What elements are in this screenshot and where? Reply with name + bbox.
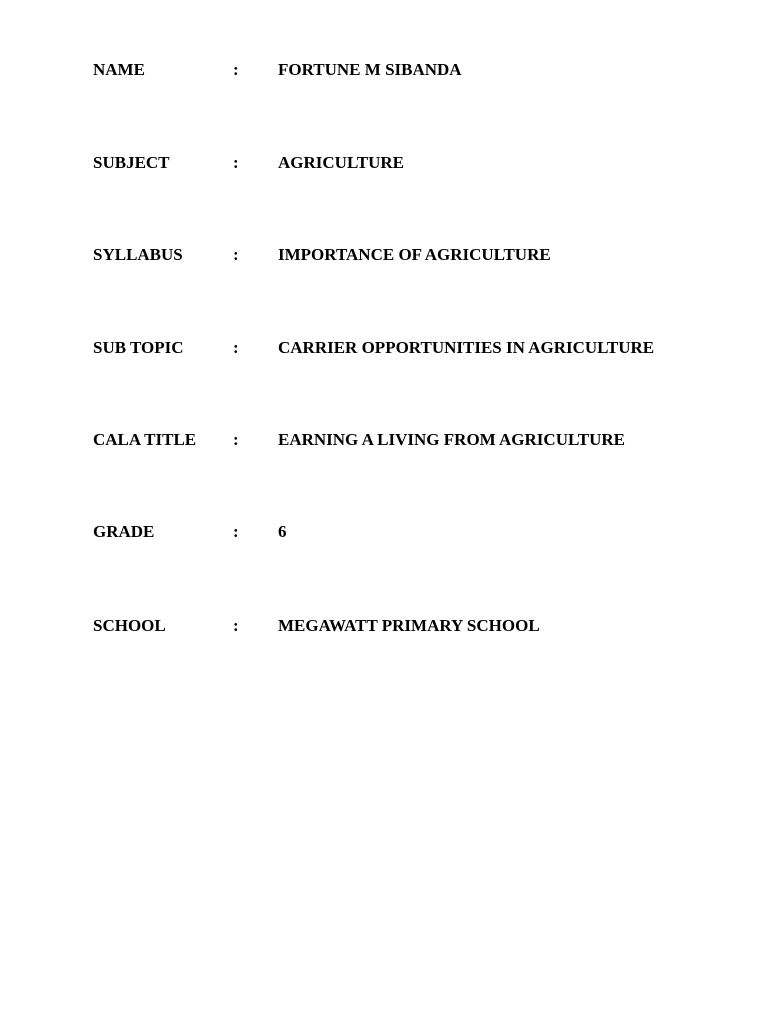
- field-value: FORTUNE M SIBANDA: [278, 60, 462, 79]
- field-row-grade: [93, 520, 713, 544]
- field-label: GRADE: [93, 522, 155, 541]
- field-value: 6: [278, 522, 287, 541]
- field-separator: :: [233, 522, 239, 541]
- field-separator: :: [233, 338, 239, 357]
- field-value: IMPORTANCE OF AGRICULTURE: [278, 245, 551, 264]
- field-value: MEGAWATT PRIMARY SCHOOL: [278, 616, 540, 635]
- field-row-cala-title: [93, 428, 713, 452]
- field-separator: :: [233, 245, 239, 264]
- field-row-school: [93, 614, 713, 638]
- field-separator: :: [233, 60, 239, 79]
- field-separator: :: [233, 153, 239, 172]
- field-row-sub-topic: [93, 336, 713, 360]
- field-value: EARNING A LIVING FROM AGRICULTURE: [278, 430, 625, 449]
- field-row-syllabus: [93, 243, 713, 267]
- field-value: AGRICULTURE: [278, 153, 404, 172]
- field-separator: :: [233, 430, 239, 449]
- field-label: SYLLABUS: [93, 245, 183, 264]
- field-value: CARRIER OPPORTUNITIES IN AGRICULTURE: [278, 338, 655, 357]
- field-label: SUBJECT: [93, 153, 170, 172]
- field-label: NAME: [93, 60, 145, 79]
- field-label: SCHOOL: [93, 616, 166, 635]
- field-label: CALA TITLE: [93, 430, 197, 449]
- field-separator: :: [233, 616, 239, 635]
- field-row-name: [93, 58, 713, 82]
- field-row-subject: [93, 151, 713, 175]
- field-label: SUB TOPIC: [93, 338, 184, 357]
